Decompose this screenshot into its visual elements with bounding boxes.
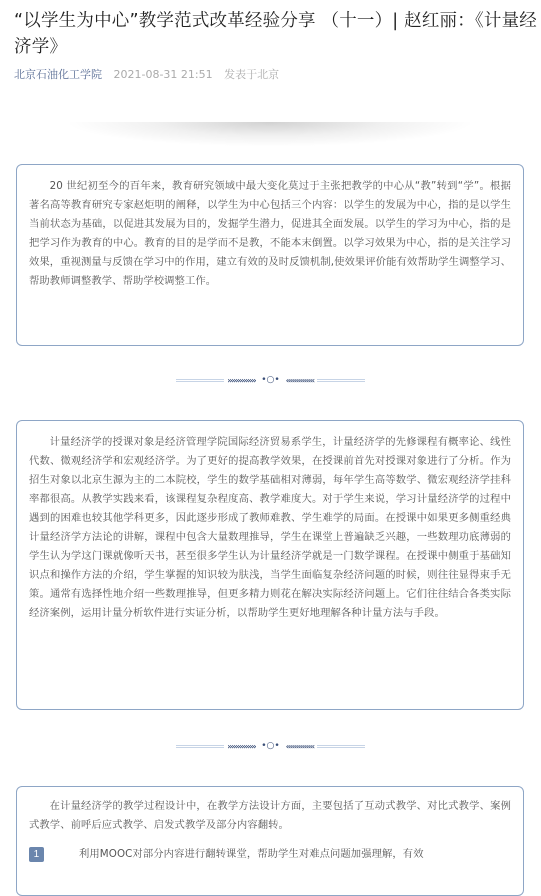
ornament-divider-2	[0, 736, 541, 756]
divider-line-left	[176, 379, 224, 382]
article-title: “以学生为中心”教学范式改革经验分享 （十一）| 赵红丽：《计量经济学》	[14, 11, 538, 57]
divider-center-icon: •○•	[261, 375, 280, 385]
separator-shadow	[70, 122, 470, 146]
publish-time: 2021-08-31 21:51	[113, 68, 213, 81]
divider-line-left	[176, 745, 224, 748]
divider-arrows-left-icon: ‹‹‹‹‹‹‹‹‹‹‹‹‹‹	[285, 741, 314, 751]
paragraph-2: 计量经济学的授课对象是经济管理学院国际经济贸易系学生，计量经济学的先修课程有概率论、线性代数、微观经济学和宏观经济学。为了更好的提高教学效果，在授课前首先对授课对象进行了分析。作为招生对象以北京生源为主的二本院校，学生的数学基础相对薄弱，每年学生高等数学、微宏观经济学挂科率都很高。从教学实践来看，该课程复杂程度高、教学难度大。对于学生来说，学习计量经济学的过程中遇到的困难也较其他学科更多，因此逐步形成了教师难教、学生难学的局面。在授课中如果更多侧重经典计量经济学方法论的讲解，课程中包含大量数理推导，学生在课堂上普遍缺乏兴趣，一些数理功底薄弱的学生认为学这门课就像听天书，甚至很多学生认为计量经济学就是一门数学课程。在授课中侧重于基础知识点和操作方法的介绍，学生掌握的知识较为肤浅，当学生面临复杂经济问题的时候，则往往显得束手无策。通常有选择性地介绍一些数理推导，但更多精力则花在解决实际经济问题上。它们往往结合各类实际经济案例，运用计量分析软件进行实证分析，以帮助学生更好地理解各种计量方法与手段。	[29, 436, 511, 619]
item-text: 利用MOOC对部分内容进行翻转课堂，帮助学生对难点问题加强理解，有效	[79, 848, 424, 860]
article-meta	[14, 66, 279, 82]
list-item	[29, 847, 511, 862]
divider-line-right	[317, 379, 365, 382]
publish-location: 发表于北京	[224, 68, 280, 81]
divider-center-icon: •○•	[261, 741, 280, 751]
analysis-box	[16, 420, 524, 710]
divider-arrows-right-icon: ››››››››››››››	[227, 741, 256, 751]
paragraph-1: 20 世纪初至今的百年来，教育研究领域中最大变化莫过于主张把教学的中心从“教”转到“学”。根据著名高等教育研究专家赵炬明的阐释，以学生为中心包括三个内容：以学生的发展为中心，指的是以学生当前状态为基础，以促进其发展为目的，发掘学生潜力，促进其全面发展。以学生的学习为中心，指的是把学习作为教育的中心。教育的目的是学而不是教，不能本末倒置。以学习效果为中心，指的是关注学习效果，重视测量与反馈在学习中的作用，建立有效的及时反馈机制,使效果评价能有效帮助学生调整学习、帮助教师调整教学、帮助学校调整工作。	[29, 180, 511, 287]
ornament-divider-1	[0, 370, 541, 390]
divider-arrows-right-icon: ››››››››››››››	[227, 375, 256, 385]
divider-line-right	[317, 745, 365, 748]
intro-box	[16, 164, 524, 346]
paragraph-3: 在计量经济学的教学过程设计中，在教学方法设计方面，主要包括了互动式教学、对比式教学、案例式教学、前呼后应式教学、启发式教学及部分内容翻转。	[29, 800, 511, 831]
divider-arrows-left-icon: ‹‹‹‹‹‹‹‹‹‹‹‹‹‹	[285, 375, 314, 385]
methods-box	[16, 786, 524, 896]
item-number-badge: 1	[29, 847, 44, 862]
author-link[interactable]: 北京石油化工学院	[14, 68, 102, 81]
